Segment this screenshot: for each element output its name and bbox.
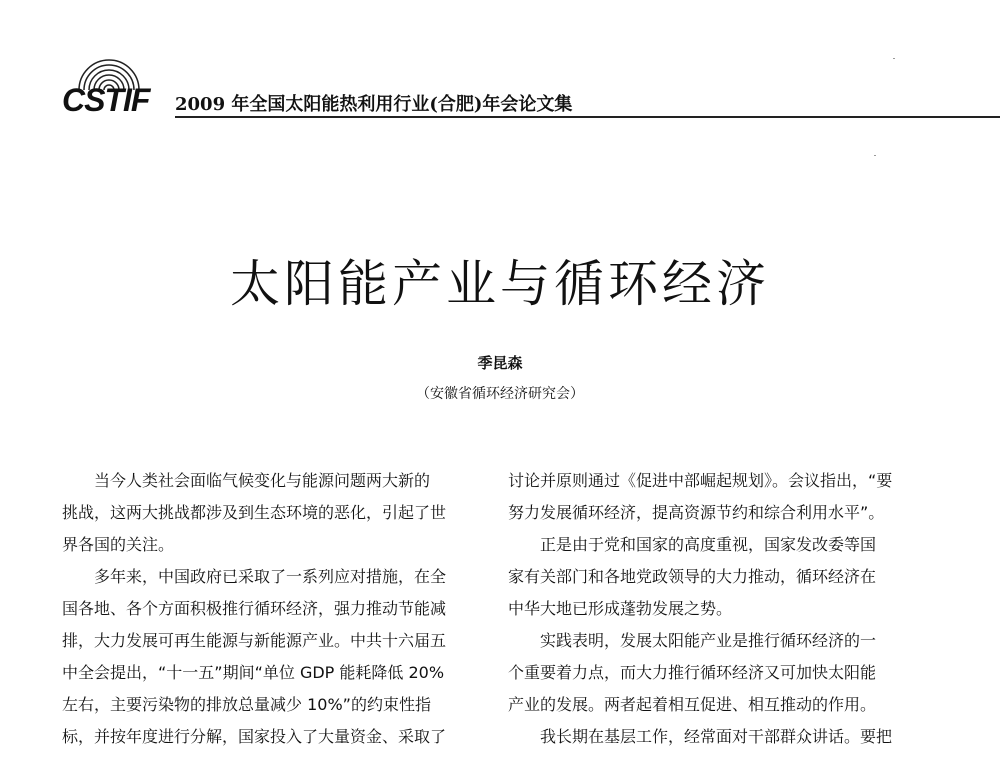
- text-line: 正是由于党和国家的高度重视，国家发改委等国: [540, 535, 877, 554]
- scan-mark: [893, 58, 895, 59]
- text-line: 左右，主要污染物的排放总量减少 10%”的约束性指: [62, 695, 431, 714]
- text-line: 我长期在基层工作，经常面对干部群众讲话。要把: [540, 727, 893, 746]
- text-line: 界各国的关注。: [62, 535, 175, 554]
- text-line: 产业的发展。两者起着相互促进、相互推动的作用。: [508, 695, 877, 714]
- text-line: 多年来，中国政府已采取了一系列应对措施，在全: [94, 567, 447, 586]
- text-line: 实践表明，发展太阳能产业是推行循环经济的一: [540, 631, 877, 650]
- cstif-logo: [62, 48, 177, 128]
- text-line: 家有关部门和各地党政领导的大力推动，循环经济在: [508, 567, 877, 586]
- author-name: 季昆森: [477, 354, 523, 372]
- scan-mark: [874, 155, 876, 156]
- header-divider: [175, 116, 1000, 118]
- body-column-left: [62, 465, 494, 753]
- logo-wordmark: CSTIF: [62, 82, 150, 118]
- body-column-right: [508, 465, 940, 753]
- text-line: 讨论并原则通过《促进中部崛起规划》。会议指出，“要: [508, 471, 893, 490]
- text-line: 标，并按年度进行分解，国家投入了大量资金、采取了: [62, 727, 447, 746]
- text-line: 排，大力发展可再生能源与新能源产业。中共十六届五: [62, 631, 447, 650]
- text-line: 中华大地已形成蓬勃发展之势。: [508, 599, 733, 618]
- proceedings-title: 2009 年全国太阳能热利用行业(合肥)年会论文集: [175, 94, 573, 115]
- author-affiliation: （安徽省循环经济研究会）: [416, 386, 584, 402]
- page-header: [62, 48, 1000, 128]
- article-title: 太阳能产业与循环经济: [230, 255, 770, 313]
- text-line: 当今人类社会面临气候变化与能源问题两大新的: [94, 471, 431, 490]
- text-line: 努力发展循环经济，提高资源节约和综合利用水平”。: [508, 503, 885, 522]
- text-line: 挑战，这两大挑战都涉及到生态环境的恶化，引起了世: [62, 503, 447, 522]
- text-line: 中全会提出，“十一五”期间“单位 GDP 能耗降低 20%: [62, 663, 445, 682]
- text-line: 个重要着力点，而大力推行循环经济又可加快太阳能: [508, 663, 877, 682]
- text-line: 国各地、各个方面积极推行循环经济，强力推动节能减: [62, 599, 447, 618]
